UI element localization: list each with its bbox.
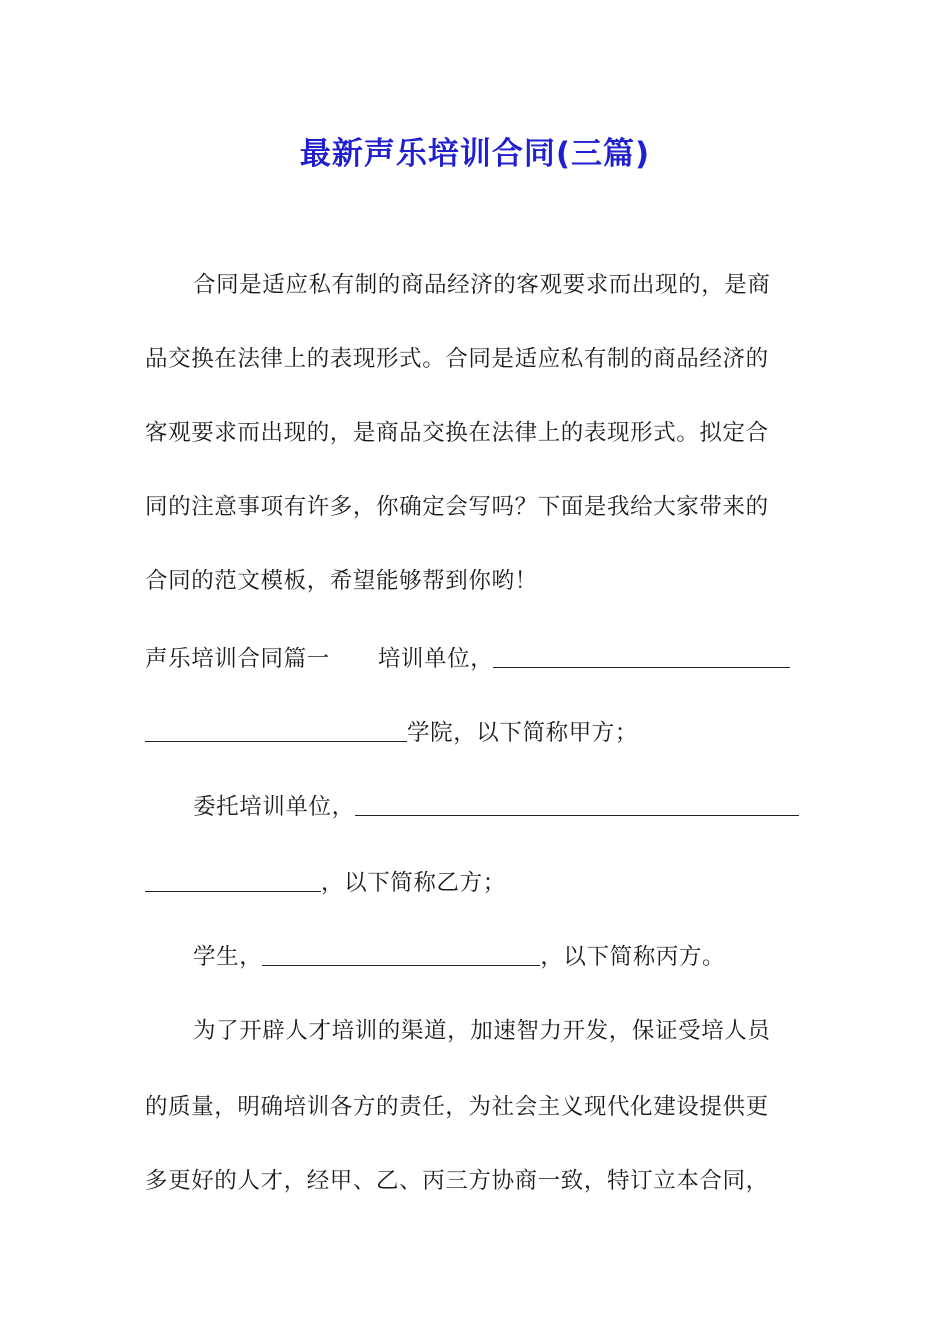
party-b-line	[193, 792, 810, 822]
document-title: 最新声乐培训合同(三篇)	[299, 136, 651, 172]
section-heading: 声乐培训合同篇一	[145, 646, 330, 672]
purpose-line-2: 的质量，明确培训各方的责任，为社会主义现代化建设提供更	[145, 1094, 769, 1120]
party-b-line-2	[145, 868, 810, 898]
party-c-label: 学生，	[193, 944, 263, 970]
party-a-school-blank[interactable]	[145, 719, 407, 742]
party-c-line	[193, 942, 810, 972]
purpose-line-1: 为了开辟人才培训的渠道，加速智力开发，保证受培人员	[193, 1018, 771, 1044]
party-b-name-blank[interactable]	[355, 793, 799, 816]
party-c-suffix: ，以下简称丙方。	[540, 944, 726, 970]
intro-line-3: 客观要求而出现的，是商品交换在法律上的表现形式。拟定合	[145, 420, 769, 446]
purpose-line-3: 多更好的人才，经甲、乙、丙三方协商一致，特订立本合同，	[145, 1168, 769, 1194]
party-b-suffix: ，以下简称乙方；	[321, 870, 506, 896]
party-a-label: 培训单位，	[377, 646, 494, 672]
party-b-label: 委托培训单位，	[193, 794, 355, 820]
intro-line-4: 同的注意事项有许多，你确定会写吗？下面是我给大家带来的	[145, 494, 769, 520]
party-a-name-blank[interactable]	[493, 645, 790, 668]
intro-line-2: 品交换在法律上的表现形式。合同是适应私有制的商品经济的	[145, 346, 769, 372]
party-a-line-2	[145, 718, 810, 748]
intro-line-5: 合同的范文模板，希望能够帮到你哟！	[145, 568, 538, 594]
party-a-line	[145, 644, 810, 674]
intro-line-1: 合同是适应私有制的商品经济的客观要求而出现的，是商	[193, 272, 771, 298]
party-a-suffix: 学院，以下简称甲方；	[407, 720, 639, 746]
party-b-cont-blank[interactable]	[145, 869, 321, 892]
party-c-name-blank[interactable]	[262, 943, 540, 966]
